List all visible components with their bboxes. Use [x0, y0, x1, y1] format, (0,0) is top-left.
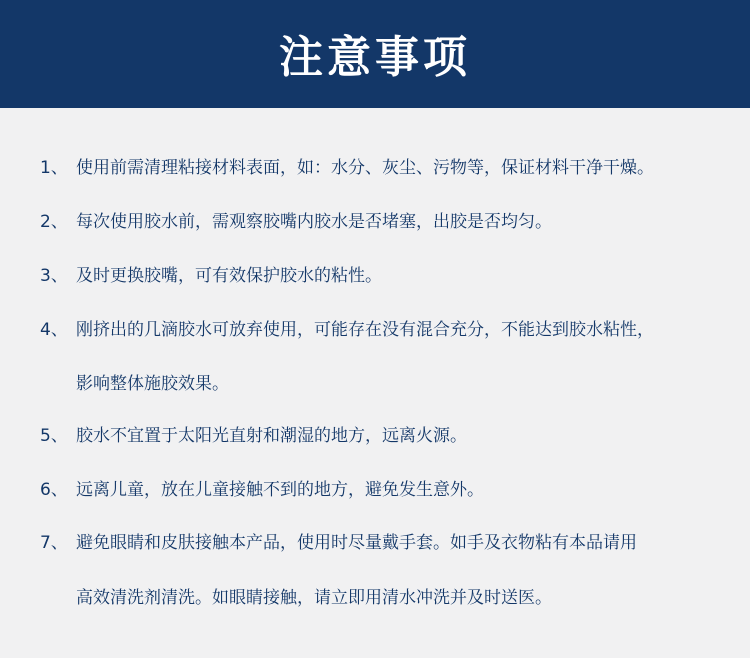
- note-number: 2、: [40, 212, 68, 232]
- note-text: 远离儿童，放在儿童接触不到的地方，避免发生意外。: [76, 480, 484, 500]
- note-text: 避免眼睛和皮肤接触本产品，使用时尽量戴手套。如手及衣物粘有本品请用: [76, 533, 637, 553]
- note-text-continued: 影响整体施胶效果。: [76, 374, 229, 394]
- note-text-continued: 高效清洗剂清洗。如眼睛接触，请立即用清水冲洗并及时送医。: [76, 588, 552, 608]
- note-number: 6、: [40, 480, 68, 500]
- note-text: 刚挤出的几滴胶水可放弃使用，可能存在没有混合充分，不能达到胶水粘性，: [76, 320, 654, 340]
- note-number: 7、: [40, 533, 68, 553]
- notes-list: [0, 108, 750, 658]
- note-number: 4、: [40, 320, 68, 340]
- note-text: 每次使用胶水前，需观察胶嘴内胶水是否堵塞，出胶是否均匀。: [76, 212, 552, 232]
- note-text: 胶水不宜置于太阳光直射和潮湿的地方，远离火源。: [76, 426, 467, 446]
- note-number: 5、: [40, 426, 68, 446]
- note-text: 使用前需清理粘接材料表面，如：水分、灰尘、污物等，保证材料干净干燥。: [76, 158, 654, 178]
- note-number: 1、: [40, 158, 68, 178]
- note-text: 及时更换胶嘴，可有效保护胶水的粘性。: [76, 266, 382, 286]
- page-title: 注意事项: [279, 32, 471, 83]
- note-number: 3、: [40, 266, 68, 286]
- header-banner: [0, 0, 750, 108]
